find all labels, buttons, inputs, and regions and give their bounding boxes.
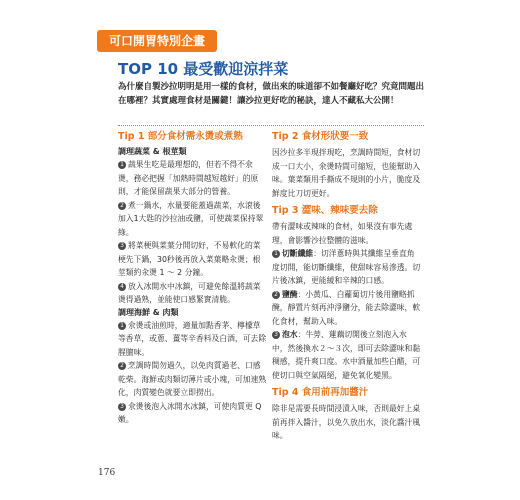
number-badge: 3 — [272, 331, 280, 339]
intro-paragraph: 為什麼自製沙拉明明是用一樣的食材，做出來的味道卻不如餐廳好吃？究竟問題出在哪裡？其實處理食材是關鍵！讓沙拉更好吃的秘訣，達人不藏私大公開！ — [118, 82, 425, 106]
tip3-heading: Tip 3 澀味、辣味要去除 — [272, 205, 378, 216]
list-item-text: ：切洋蔥時與其纖維呈垂直角度切開，能切斷纖維，使甜味容易滲透。切片後冰鎮，更能緩和辛辣的口感。 — [272, 249, 421, 285]
number-badge: 1 — [118, 161, 126, 169]
number-badge: 2 — [118, 362, 126, 370]
list-item-text: 放入冰開水中冰鎮，可避免餘溫將蔬菜燙得過熟，並能使口感緊實清脆。 — [118, 281, 261, 304]
list-item-text: 烹調時間勿過久，以免肉質過老、口感乾柴。海鮮或肉類切薄片或小塊，可加速熟化，肉質變色就要立即撈出。 — [118, 361, 267, 397]
tip4-text: 除非是需要長時間浸漬入味，否則最好上桌前再拌入醬汁，以免久放出水，淡化醬汁風味。 — [272, 404, 421, 440]
list-item — [272, 247, 422, 288]
number-badge: 2 — [118, 202, 126, 210]
number-badge: 1 — [272, 250, 280, 258]
meat-subheading: 調理海鮮 & 肉類 — [118, 307, 179, 317]
number-badge: 3 — [118, 242, 126, 250]
list-item — [272, 288, 422, 329]
list-item-text: 煮一鍋水，水量要能蓋過蔬菜，水滾後加入1大匙的沙拉油或鹽，可使蔬菜保持翠綠。 — [118, 200, 264, 237]
item-label: 鹽醃 — [282, 289, 298, 299]
number-badge: 1 — [118, 322, 126, 330]
page-title: TOP 10 最受歡迎涼拌菜 — [118, 60, 289, 78]
divider — [118, 125, 424, 126]
list-item — [272, 328, 422, 382]
item-label: 切斷纖維 — [282, 249, 314, 258]
list-item-text: ：牛蒡、蓮藕切開後立刻泡入水中，然後換水２～３次，即可去除澀味和黏稠感，提升爽口度。水中酒量加些白醋，可使切口與空氣隔絕，避免氧化變黑。 — [272, 330, 421, 380]
item-label: 泡水 — [282, 330, 298, 339]
list-item — [118, 280, 268, 307]
number-badge: 3 — [118, 403, 126, 411]
list-item — [118, 319, 268, 360]
list-item-text: 氽燙或油煎時，適量加點香茅、檸檬草等香草，或蔥、薑等辛香料及白酒，可去除腥膻味。 — [118, 320, 267, 357]
feature-banner: 可口開胃特別企畫 — [97, 30, 217, 52]
list-item — [118, 400, 268, 427]
list-item — [118, 199, 268, 240]
list-item-text: 將菜梗與菜葉分開切好，不易軟化的菜梗先下鍋，30秒後再放入菜葉略汆燙；根莖類約汆燙 1 ～ 2 分鐘。 — [118, 241, 261, 277]
page-number: 176 — [98, 468, 116, 478]
tip2-heading: Tip 2 食材形狀要一致 — [272, 131, 369, 142]
tip1-heading: Tip 1 部分食材需永燙或煮熟 — [118, 131, 243, 142]
list-item-text: ：小黃瓜、白蘿蔔切片後用鹽略抓醃，靜置片刻再沖淨鹽分，能去除澀味，軟化食材，幫助入味。 — [272, 289, 421, 326]
tip3-text: 帶有澀味或辣味的食材，如果沒有事先處理，會影響沙拉整體的滋味。 — [272, 222, 413, 245]
number-badge: 2 — [272, 291, 280, 299]
tip4-heading: Tip 4 食用前再加醬汁 — [272, 387, 369, 398]
list-item — [118, 359, 268, 400]
list-item — [118, 158, 268, 199]
left-column — [118, 130, 268, 427]
list-item — [118, 239, 268, 280]
tip2-text: 因沙拉多半現拌現吃，烹調時間短，食材切成一口大小，氽燙時間可縮短，也能幫助入味。葉菜類用手撕成不規則的小片，脆度及鮮度比刀切更好。 — [272, 148, 421, 198]
number-badge: 4 — [118, 283, 126, 291]
list-item-text: 氽燙後泡入冰開水冰鎮，可使肉質更 Q 嫩。 — [118, 401, 262, 424]
vegetable-subheading: 調理蔬菜 & 根莖類 — [118, 147, 187, 156]
right-column — [272, 130, 422, 443]
list-item-text: 蔬果生吃是最理想的，但若不得不氽燙，務必把握「加熱時間越短越好」的原則，才能保留蔬果大部分的營養。 — [118, 160, 259, 196]
